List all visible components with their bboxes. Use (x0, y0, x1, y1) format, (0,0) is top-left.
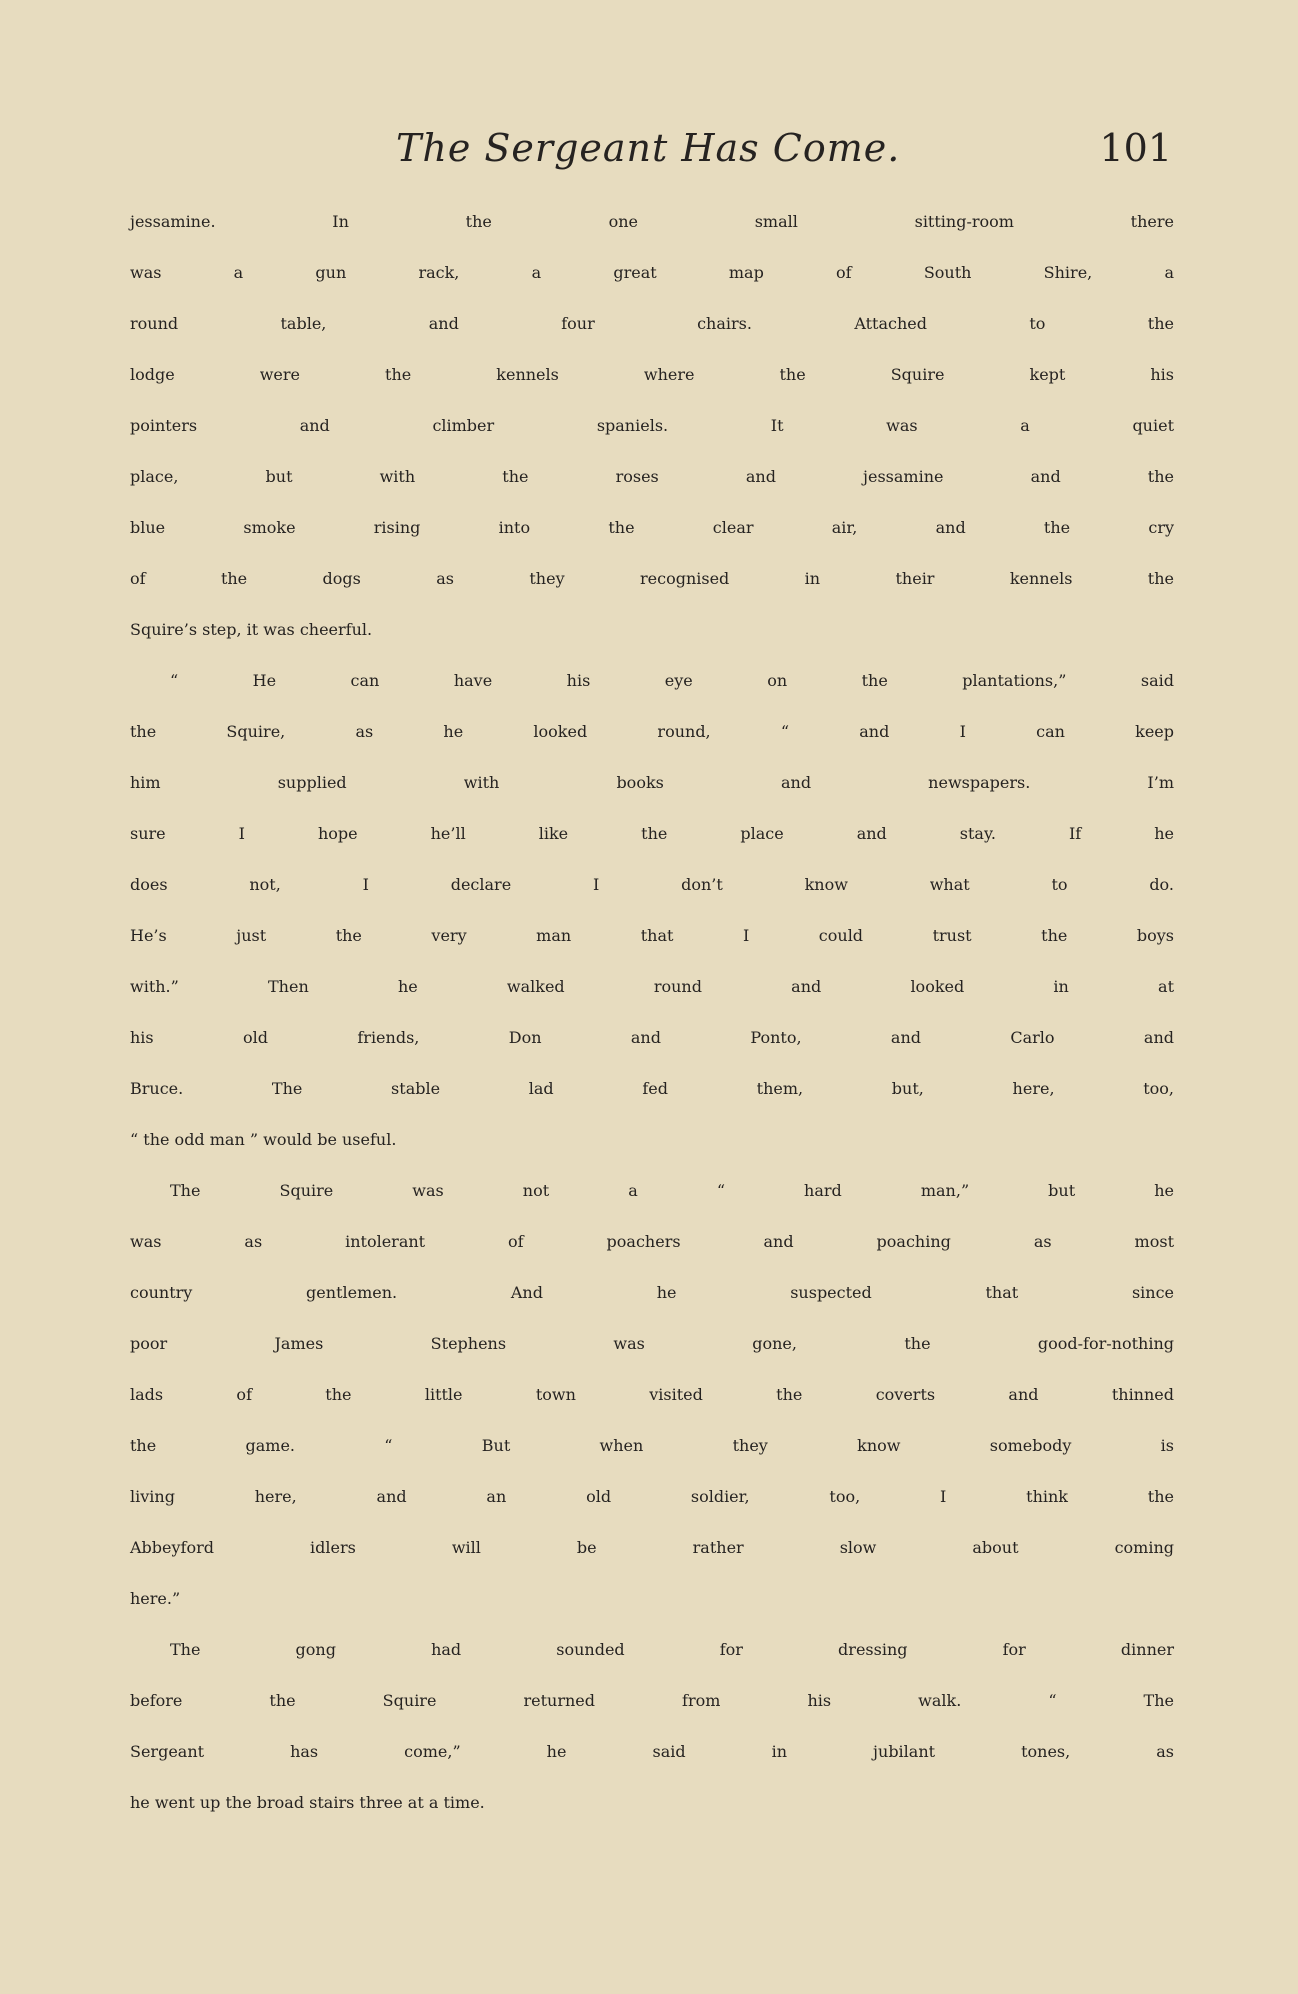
text-line: him supplied with books and newspapers. I’m (130, 773, 1174, 792)
page-body (130, 212, 1174, 1844)
text-line: The gong had sounded for dressing for dinner (170, 1640, 1174, 1659)
paragraph-3 (130, 1181, 1174, 1640)
text-line: the Squire, as he looked round, “ and I can keep (130, 722, 1174, 741)
page-header (130, 126, 1174, 176)
text-line: lads of the little town visited the coverts and thinned (130, 1385, 1174, 1404)
text-line: poor James Stephens was gone, the good-for-nothing (130, 1334, 1174, 1353)
text-line: before the Squire returned from his walk. “ The (130, 1691, 1174, 1710)
paragraph-1 (130, 212, 1174, 671)
text-line: the game. “ But when they know somebody is (130, 1436, 1174, 1455)
paragraph-2 (130, 671, 1174, 1181)
text-line: He’s just the very man that I could trust the boys (130, 926, 1174, 945)
text-line: Bruce. The stable lad fed them, but, here, too, (130, 1079, 1174, 1098)
text-line: living here, and an old soldier, too, I think the (130, 1487, 1174, 1506)
text-line: lodge were the kennels where the Squire kept his (130, 365, 1174, 384)
text-line: Abbeyford idlers will be rather slow about coming (130, 1538, 1174, 1557)
text-line: his old friends, Don and Ponto, and Carlo and (130, 1028, 1174, 1047)
text-line: was as intolerant of poachers and poaching as most (130, 1232, 1174, 1251)
text-line: pointers and climber spaniels. It was a quiet (130, 416, 1174, 435)
text-line: here.” (130, 1589, 181, 1608)
text-line: Squire’s step, it was cheerful. (130, 620, 373, 639)
text-line: was a gun rack, a great map of South Shire, a (130, 263, 1174, 282)
text-line: jessamine. In the one small sitting-room there (130, 212, 1174, 231)
text-line: blue smoke rising into the clear air, and the cry (130, 518, 1174, 537)
text-line: “ the odd man ” would be useful. (130, 1130, 397, 1149)
text-line: place, but with the roses and jessamine and the (130, 467, 1174, 486)
text-line: of the dogs as they recognised in their kennels the (130, 569, 1174, 588)
text-line: country gentlemen. And he suspected that since (130, 1283, 1174, 1302)
text-line: round table, and four chairs. Attached to the (130, 314, 1174, 333)
text-line: “ He can have his eye on the plantations,” said (170, 671, 1174, 690)
text-line: does not, I declare I don’t know what to do. (130, 875, 1174, 894)
page-number: 101 (1099, 126, 1172, 170)
text-line: Sergeant has come,” he said in jubilant tones, as (130, 1742, 1174, 1761)
text-line: sure I hope he’ll like the place and stay. If he (130, 824, 1174, 843)
text-line: he went up the broad stairs three at a time. (130, 1793, 485, 1812)
text-line: The Squire was not a “ hard man,” but he (170, 1181, 1174, 1200)
paragraph-4 (130, 1640, 1174, 1844)
running-title: The Sergeant Has Come. (396, 126, 901, 170)
text-line: with.” Then he walked round and looked in at (130, 977, 1174, 996)
